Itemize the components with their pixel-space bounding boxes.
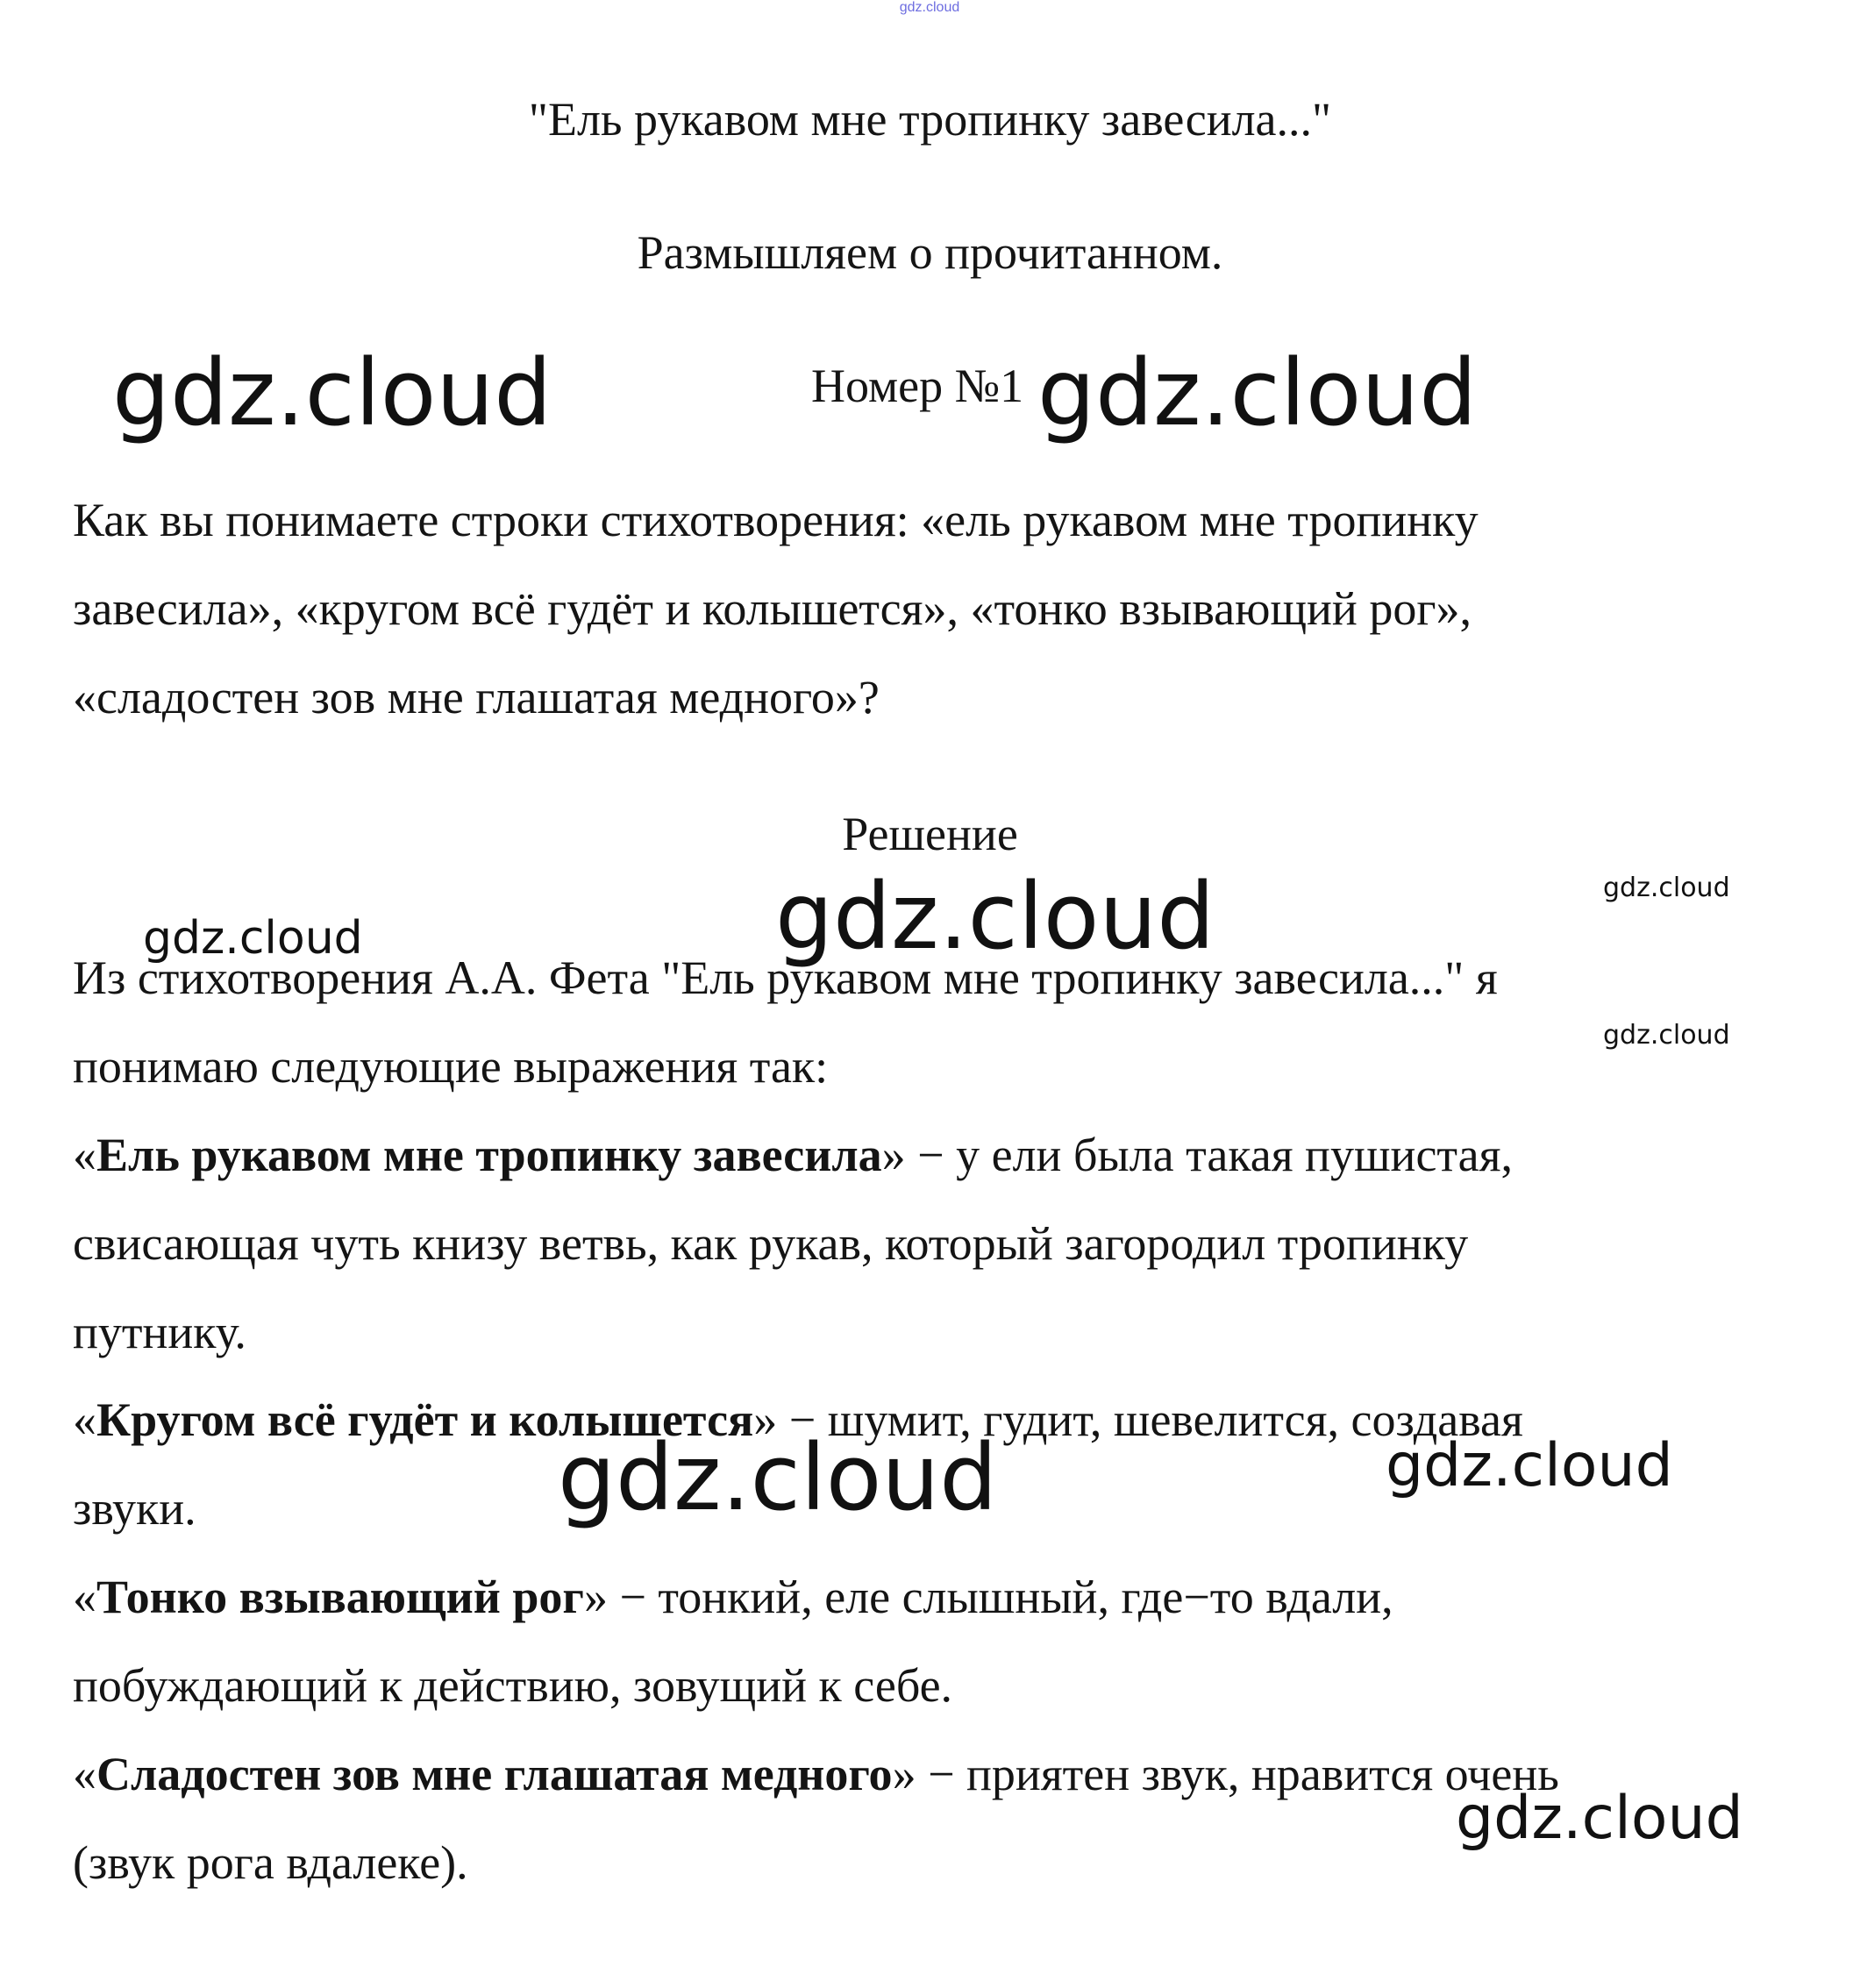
section-subtitle: Размышляем о прочитанном.: [637, 226, 1223, 279]
answer-line: звуки.: [73, 1482, 196, 1535]
watermark: gdz.cloud: [1603, 873, 1730, 903]
question-line: «сладостен зов мне глашатая медного»?: [73, 671, 880, 723]
quoted-phrase: Ель рукавом мне тропинку завесила: [96, 1129, 882, 1181]
answer-item: [73, 1553, 1739, 1730]
explanation: » − тонкий, еле слышный, где−то вдали,: [583, 1571, 1393, 1623]
answer-item: [73, 1111, 1739, 1377]
answer-line: свисающая чуть книзу ветвь, как рукав, который загородил тропинку: [73, 1217, 1469, 1270]
watermark: gdz.cloud: [143, 912, 363, 965]
top-watermark: gdz.cloud: [899, 0, 960, 15]
answer-first-line: [73, 1111, 1739, 1200]
quoted-phrase: Тонко взывающий рог: [96, 1571, 584, 1623]
watermark: gdz.cloud: [558, 1424, 998, 1531]
answer-line: побуждающий к действию, зовущий к себе.: [73, 1659, 953, 1712]
answer-first-line: [73, 1553, 1739, 1642]
intro-line: Из стихотворения А.А. Фета "Ель рукавом мне тропинку завесила..." я: [73, 951, 1498, 1004]
question-line: Как вы понимаете строки стихотворения: «ель рукавом мне тропинку: [73, 494, 1479, 546]
watermark: gdz.cloud: [775, 863, 1215, 970]
explanation: » − приятен звук, нравится очень: [892, 1748, 1559, 1800]
quoted-phrase: Кругом всё гудёт и колышется: [96, 1393, 754, 1446]
watermark: gdz.cloud: [1386, 1431, 1673, 1500]
answer-line: путнику.: [73, 1306, 246, 1358]
open-quote: «: [73, 1129, 96, 1181]
explanation: » − шумит, гудит, шевелится, создавая: [753, 1393, 1523, 1446]
poem-title: "Ель рукавом мне тропинку завесила...": [528, 93, 1332, 146]
quoted-phrase: Сладостен зов мне глашатая медного: [96, 1748, 893, 1800]
open-quote: «: [73, 1393, 96, 1446]
answer-line: (звук рога вдалеке).: [73, 1836, 468, 1889]
intro-line: понимаю следующие выражения так:: [73, 1040, 829, 1093]
solution-heading: Решение: [842, 808, 1018, 860]
question-line: завесила», «кругом всё гудёт и колышется», «тонко взывающий рог»,: [73, 582, 1472, 635]
explanation: » − у ели была такая пушистая,: [881, 1129, 1513, 1181]
watermark: gdz.cloud: [1037, 339, 1478, 446]
watermark: gdz.cloud: [112, 339, 552, 446]
exercise-number: Номер №1: [811, 360, 1024, 412]
watermark: gdz.cloud: [1603, 1020, 1730, 1051]
open-quote: «: [73, 1571, 96, 1623]
open-quote: «: [73, 1748, 96, 1800]
watermark: gdz.cloud: [1456, 1784, 1743, 1853]
question-text: [73, 476, 1827, 742]
